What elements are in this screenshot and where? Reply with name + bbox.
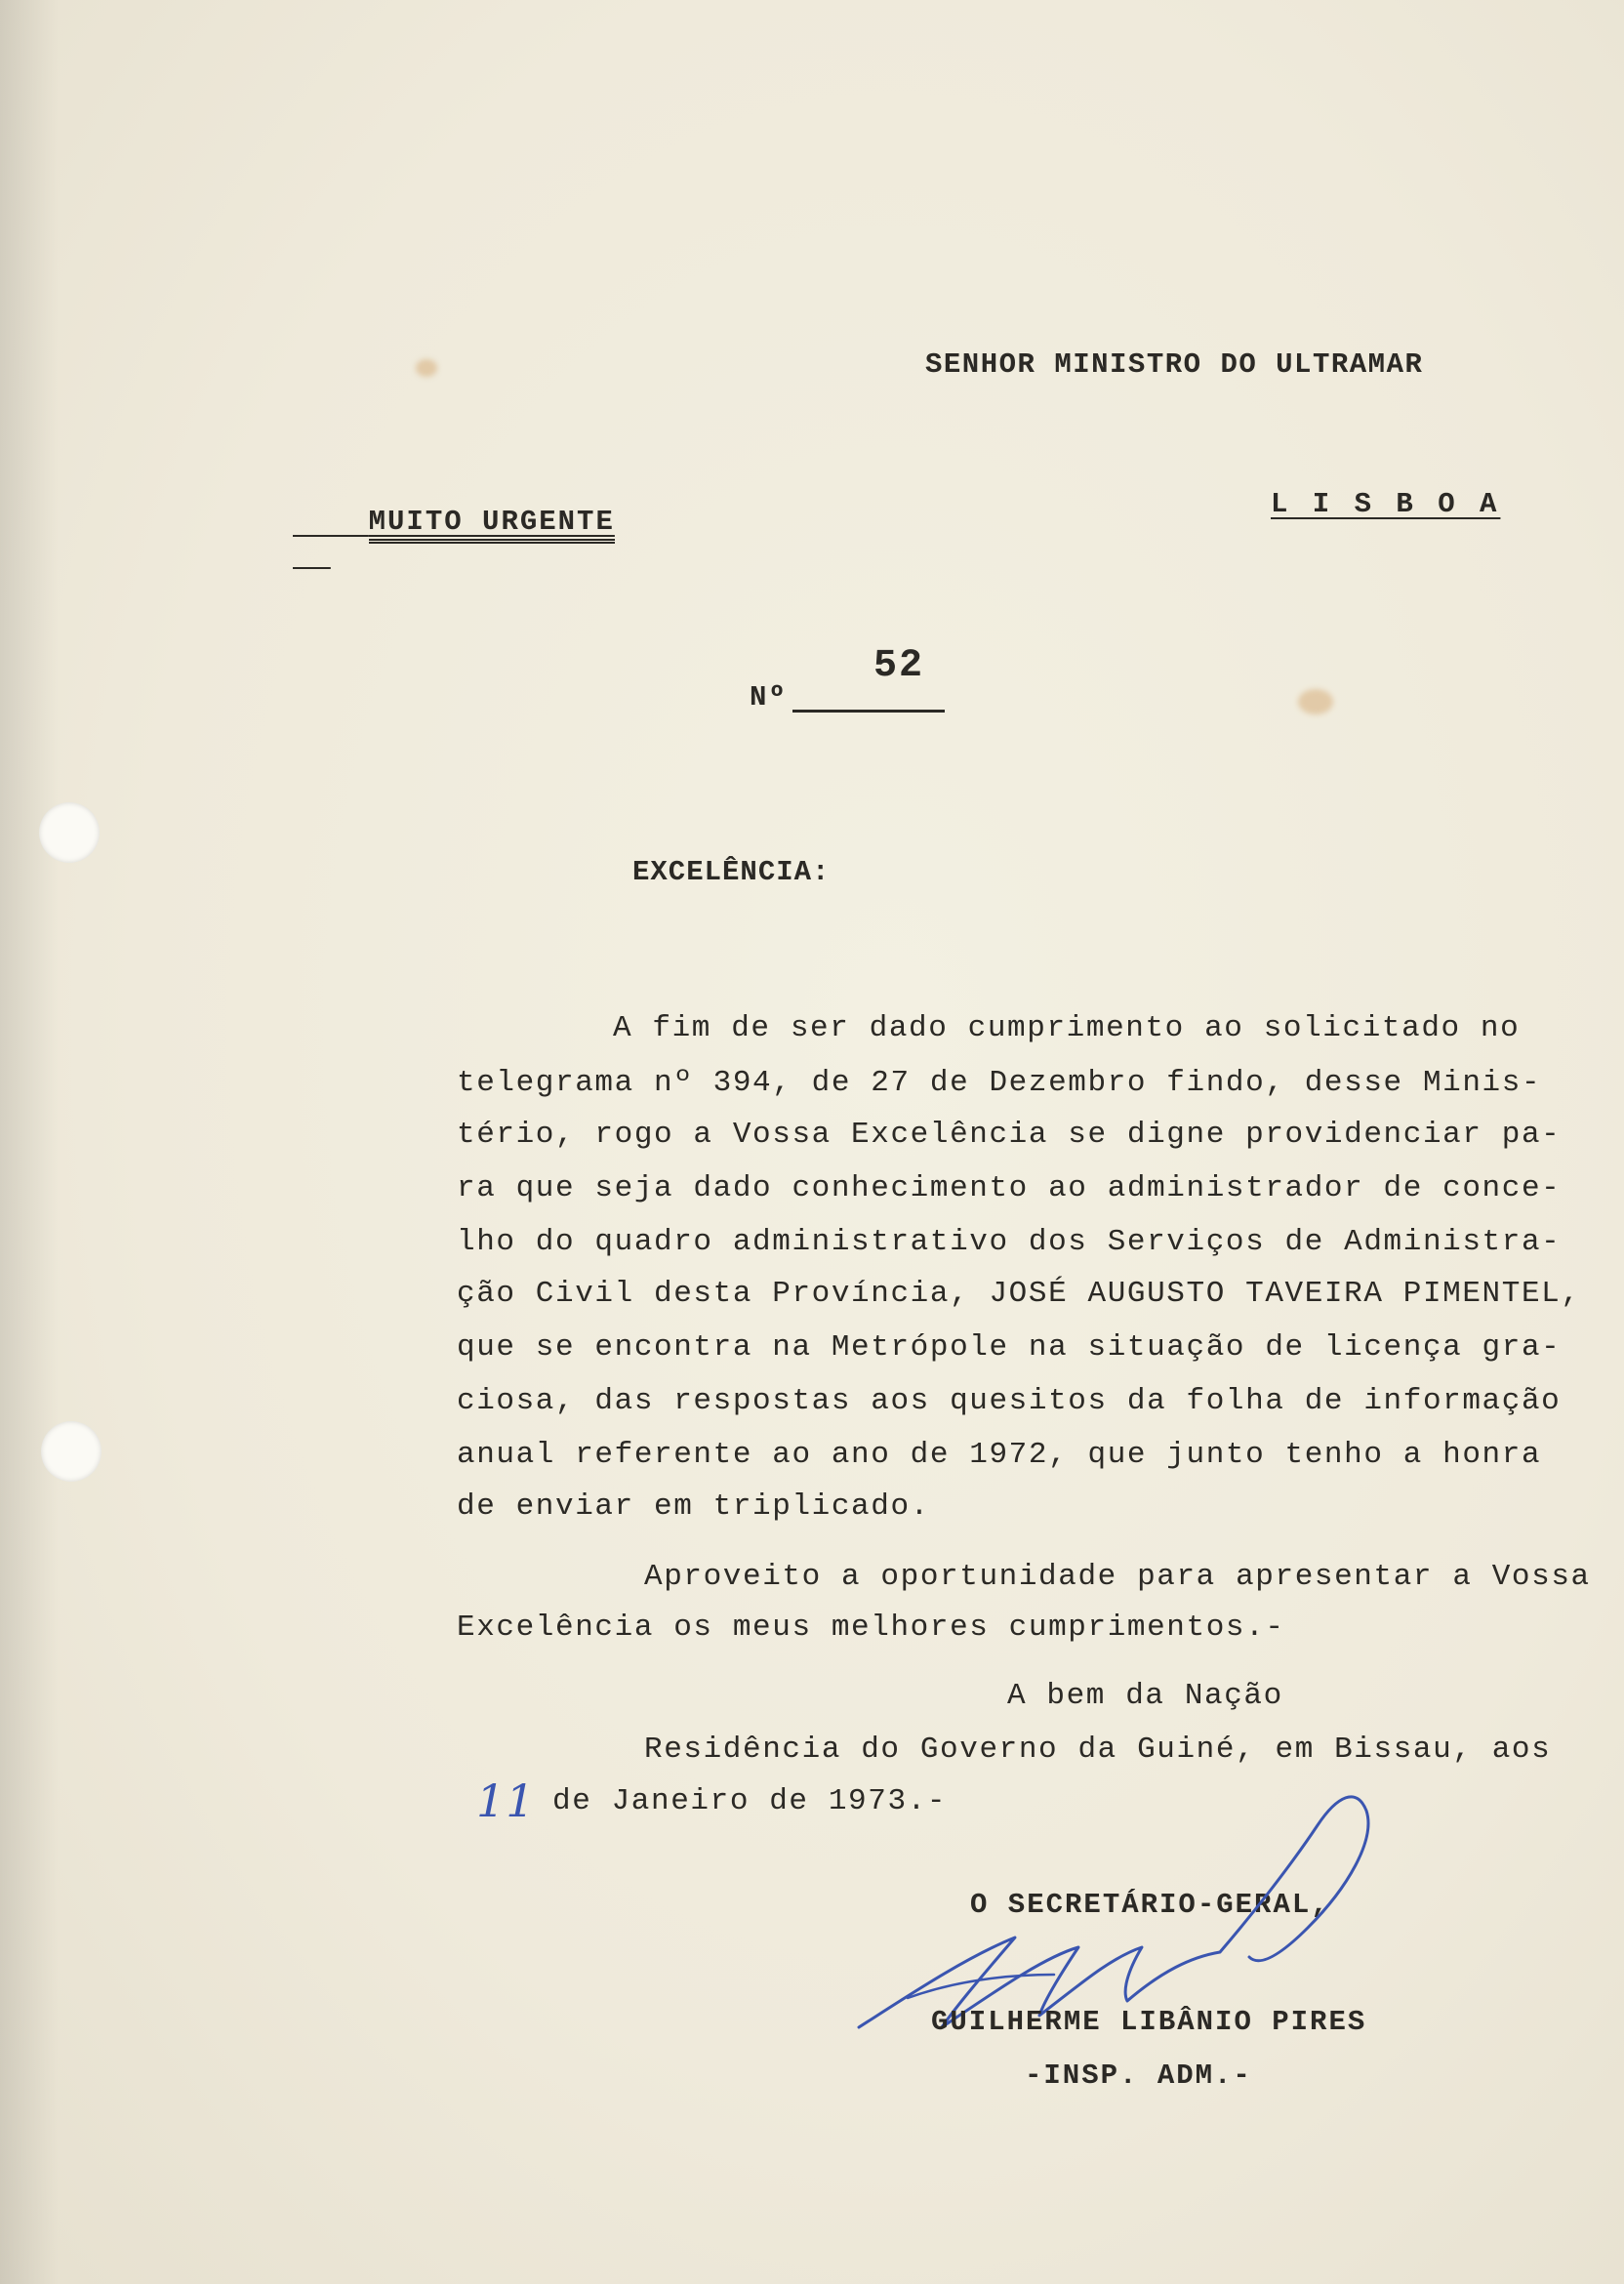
handwritten-day: 11 xyxy=(476,1774,536,1827)
signatory-rank: -INSP. ADM.- xyxy=(1025,2060,1252,2092)
body-line: ciosa, das respostas aos quesitos da folha de informação xyxy=(457,1384,1562,1418)
punch-hole-bottom xyxy=(41,1421,102,1482)
body-line: telegrama nº 394, de 27 de Dezembro findo, desse Minis- xyxy=(457,1066,1542,1100)
page-edge-shadow xyxy=(0,0,59,2284)
body-line: ção Civil desta Província, JOSÉ AUGUSTO TAVEIRA PIMENTEL, xyxy=(457,1277,1581,1311)
signatory-name: GUILHERME LIBÂNIO PIRES xyxy=(931,2006,1367,2038)
body-line: que se encontra na Metrópole na situação de licença gra- xyxy=(457,1330,1562,1365)
body-line: tério, rogo a Vossa Excelência se digne providenciar pa- xyxy=(457,1118,1562,1152)
body-line: A fim de ser dado cumprimento ao solicitado no xyxy=(613,1011,1521,1045)
paper-stain xyxy=(416,359,437,377)
body-line: lho do quadro administrativo dos Serviços de Administra- xyxy=(457,1225,1562,1259)
motto: A bem da Nação xyxy=(1007,1679,1283,1713)
number-value: 52 xyxy=(873,644,925,688)
date-line: de Janeiro de 1973.- xyxy=(552,1784,948,1818)
number-label: Nº xyxy=(750,681,788,714)
punch-hole-top xyxy=(39,802,100,863)
body-line: anual referente ao ano de 1972, que junto tenho a honra xyxy=(457,1438,1542,1472)
closing-line: Excelência os meus melhores cumprimentos.- xyxy=(457,1611,1285,1645)
number-underline xyxy=(792,710,945,713)
addressee: SENHOR MINISTRO DO ULTRAMAR xyxy=(925,348,1424,381)
priority-label xyxy=(293,473,615,570)
body-line: ra que seja dado conhecimento ao administrador de conce- xyxy=(457,1171,1562,1205)
salutation: EXCELÊNCIA: xyxy=(632,856,831,888)
priority-text: MUITO URGENTE xyxy=(369,506,615,544)
paper-stain xyxy=(1298,689,1333,714)
signatory-title: O SECRETÁRIO-GERAL, xyxy=(970,1889,1330,1921)
place-line: Residência do Governo da Guiné, em Bissau, aos xyxy=(644,1733,1552,1767)
city-label: L I S B O A xyxy=(1271,488,1501,520)
closing-line: Aproveito a oportunidade para apresentar a Vossa xyxy=(644,1560,1591,1594)
body-line: de enviar em triplicado. xyxy=(457,1489,930,1524)
